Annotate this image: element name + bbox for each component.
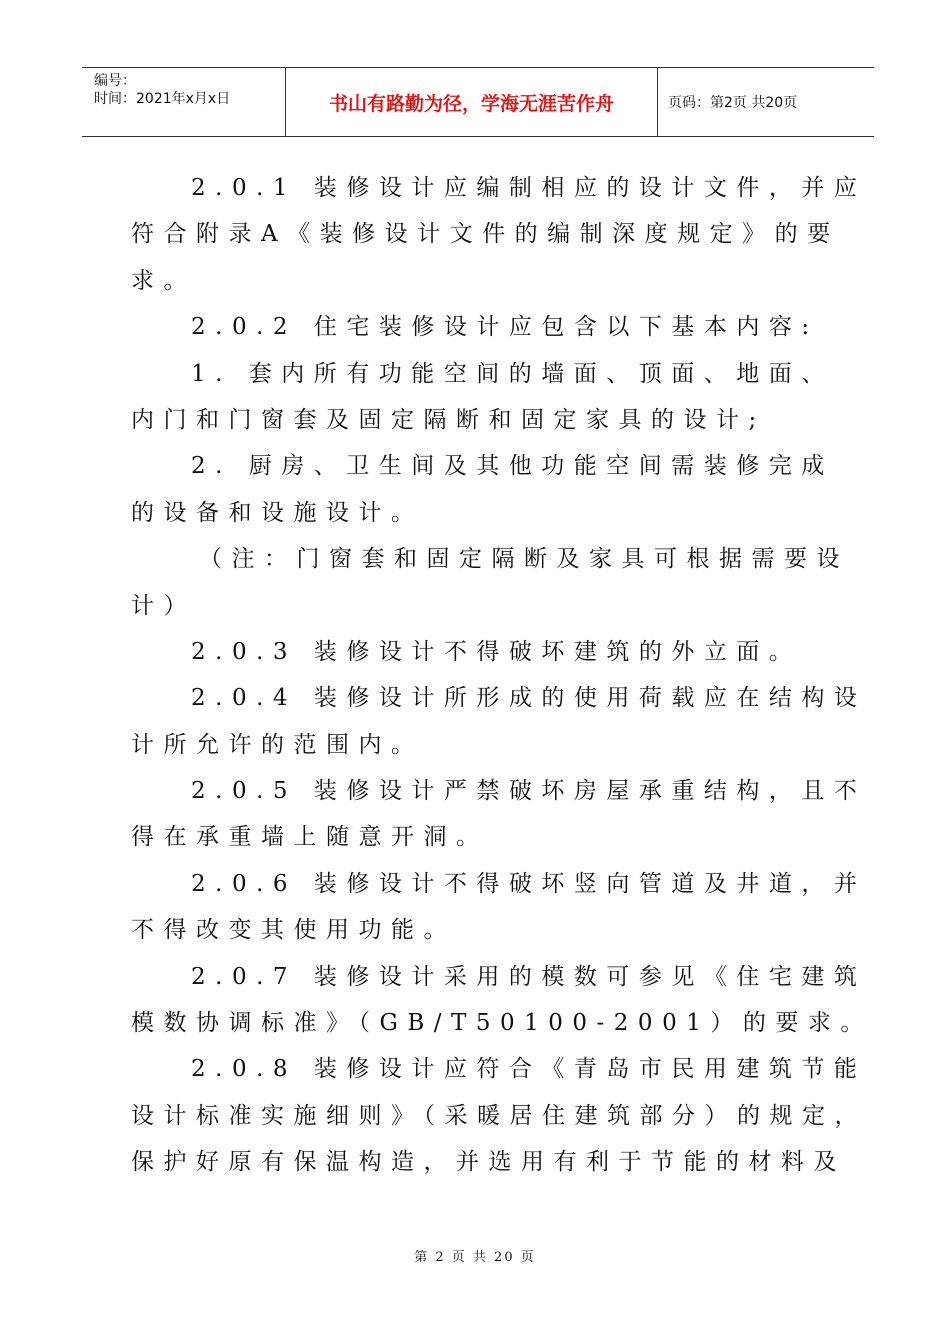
text-line: 设计标准实施细则》（采暖居住建筑部分）的规定， [131,1102,867,1129]
text-line: 得在承重墙上随意开洞。 [131,824,489,851]
text-line: 保护好原有保温构造，并选用有利于节能的材料及 [131,1149,846,1176]
header-motto: 书山有路勤为径，学海无涯苦作舟 [286,68,658,136]
text-line: 符合附录A《装修设计文件的编制深度规定》的要 [131,221,840,248]
text-line: （注：门窗套和固定隔断及家具可根据需要设 [199,546,849,573]
text-line: 2.0.1 装修设计应编制相应的设计文件，并应 [191,175,867,201]
text-line: 求。 [131,267,196,294]
text-line: 2.0.5 装修设计严禁破坏房屋承重结构，且不 [191,778,867,805]
text-line: 内门和门窗套及固定隔断和固定家具的设计; [131,406,766,433]
text-line: 计） [131,592,196,619]
text-line: 计所允许的范围内。 [131,731,424,758]
text-line: 2.0.8 装修设计应符合《青岛市民用建筑节能 [191,1056,867,1083]
document-number-label: 编号： [94,73,136,89]
text-line: 2.0.7 装修设计采用的模数可参见《住宅建筑 [191,963,867,990]
document-body [131,165,873,1186]
text-line: 1. 套内所有功能空间的墙面、顶面、地面、 [191,360,834,387]
header-page-number: 页码：第2页 共20页 [668,95,798,111]
text-line: 的设备和设施设计。 [131,499,424,526]
text-line: 2.0.2 住宅装修设计应包含以下基本内容: [191,314,819,341]
text-line: 2.0.6 装修设计不得破坏竖向管道及井道，并 [191,870,867,897]
text-line: 2. 厨房、卫生间及其他功能空间需装修完成 [191,453,834,480]
text-line: 2.0.3 装修设计不得破坏建筑的外立面。 [191,638,802,665]
header-meta [82,68,286,136]
text-line: 模数协调标准》（GB/T50100-2001）的要求。 [131,1010,873,1037]
text-line: 不得改变其使用功能。 [131,917,456,944]
page-header [82,67,874,137]
document-time-label: 时间：2021年x月x日 [94,91,231,107]
text-line: 2.0.4 装修设计所形成的使用荷载应在结构设 [191,685,867,712]
page-footer: 第 2 页 共 20 页 [414,1250,536,1265]
